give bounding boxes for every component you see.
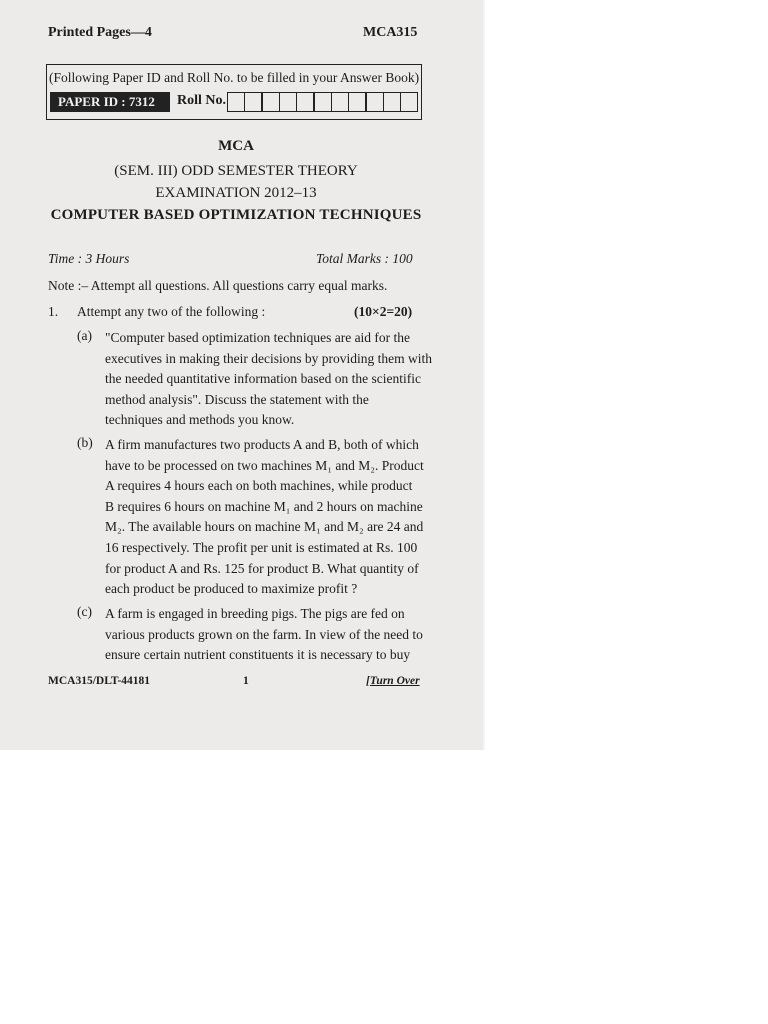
question-prompt: Attempt any two of the following : [77,304,266,319]
roll-number-box [296,92,315,112]
part-c-line: A farm is engaged in breeding pigs. The pigs are fed on [105,606,405,621]
part-b-text [105,435,423,600]
printed-pages: Printed Pages—4 [48,25,152,40]
sheet-edge [483,0,485,750]
roll-number-box [313,92,332,112]
part-b-line: B requires 6 hours on machine M₁ and 2 hours on machine [105,498,423,514]
roll-number-box [331,92,350,112]
part-a-text [105,328,432,431]
part-b-line: A requires 4 hours each on both machines, while product [105,478,413,494]
time-allowed: Time : 3 Hours [48,251,130,266]
roll-number-box [383,92,402,112]
part-a-line: executives in making their decisions by providing them with [105,350,432,366]
roll-number-boxes [228,92,418,112]
part-a-line: techniques and methods you know. [105,412,295,428]
paper-id-box [46,64,422,120]
paper-code: MCA315 [363,25,418,40]
subject-title: COMPUTER BASED OPTIMIZATION TECHNIQUES [50,207,422,223]
roll-number-box [261,92,280,112]
part-c-line: ensure certain nutrient constituents it is necessary to buy [105,647,411,663]
roll-number-box [279,92,298,112]
roll-number-box [348,92,367,112]
turn-over-marker: [Turn Over [366,675,420,687]
part-b-line: A firm manufactures two products A and B, both of which [105,437,419,452]
roll-number-label: Roll No. [177,93,226,108]
footer-code: MCA315/DLT-44181 [48,675,151,687]
question-number: 1. [48,304,59,319]
total-marks: Total Marks : 100 [316,251,413,266]
paper-id: PAPER ID : 7312 [50,92,170,112]
question-marks: (10×2=20) [354,304,413,319]
part-c-line: various products grown on the farm. In view of the need to [105,626,423,642]
part-b-line: have to be processed on two machines M₁ and M₂. Product [105,457,424,473]
part-c-text [105,604,423,666]
part-a-line: the needed quantitative information based on the scientific [105,371,422,387]
part-a-label: (a) [77,328,92,343]
part-a-line: "Computer based optimization techniques are aid for the [105,330,411,345]
exam-line: EXAMINATION 2012–13 [155,185,317,201]
part-b-line: each product be produced to maximize profit ? [105,581,358,597]
part-b-label: (b) [77,435,93,450]
part-b-line: for product A and Rs. 125 for product B. What quantity of [105,560,419,576]
roll-number-box [227,92,246,112]
part-c-label: (c) [77,604,92,619]
page-number: 1 [243,675,249,687]
exam-paper-sheet [0,0,483,750]
id-box-instruction: (Following Paper ID and Roll No. to be filled in your Answer Book) [49,70,420,85]
course-title: MCA [218,138,254,154]
part-b-line: M₂. The available hours on machine M₁ and M₂ are 24 and [105,519,424,535]
part-b-line: 16 respectively. The profit per unit is estimated at Rs. 100 [105,539,418,555]
note-instruction: Note :– Attempt all questions. All questions carry equal marks. [48,278,388,293]
roll-number-box [400,92,419,112]
roll-number-box [365,92,384,112]
semester-line: (SEM. III) ODD SEMESTER THEORY [114,163,358,179]
part-a-line: method analysis". Discuss the statement with the [105,391,369,407]
roll-number-box [244,92,263,112]
